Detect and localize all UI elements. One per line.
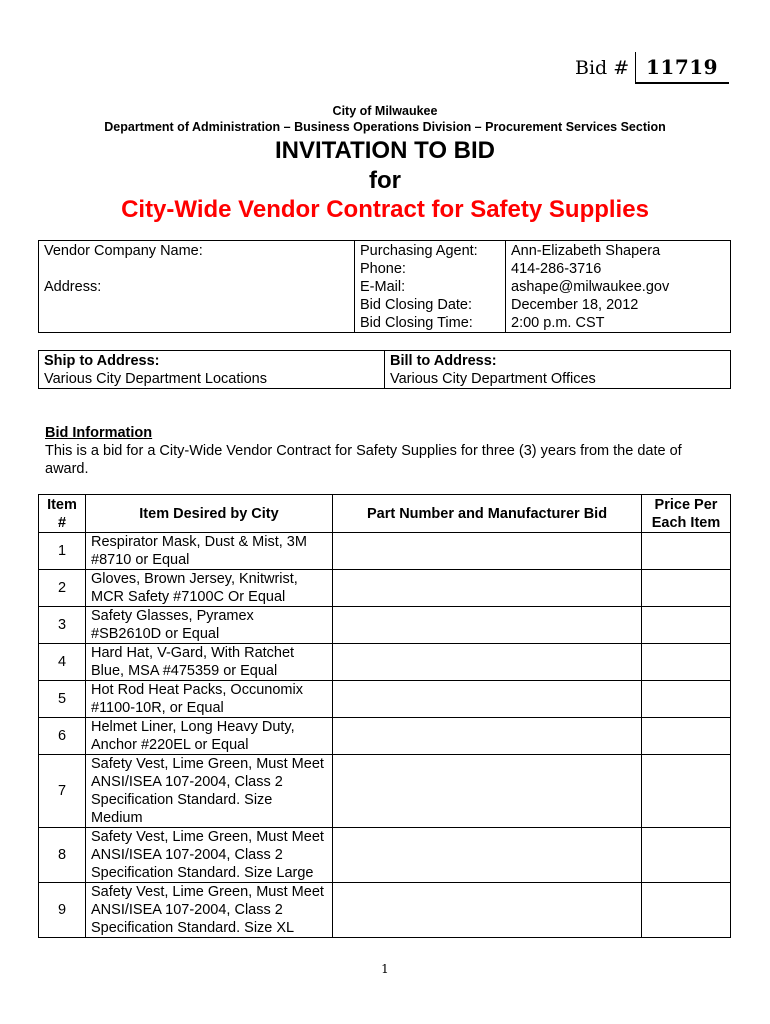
- part-number-cell[interactable]: [333, 755, 642, 828]
- price-cell[interactable]: [642, 533, 731, 570]
- item-num: 2: [39, 570, 86, 607]
- table-row: [39, 718, 731, 755]
- part-number-cell[interactable]: [333, 644, 642, 681]
- agent-label: Phone:: [360, 261, 406, 277]
- agent-values-cell: [506, 241, 731, 333]
- vendor-info-table: [38, 240, 731, 333]
- header-item-num: Item #: [39, 495, 86, 533]
- part-number-cell[interactable]: [333, 607, 642, 644]
- vendor-cell[interactable]: [39, 241, 355, 333]
- ship-to-label: Ship to Address:: [44, 353, 160, 369]
- vendor-address-label: Address:: [44, 279, 102, 295]
- ship-to-value: Various City Department Locations: [44, 371, 267, 387]
- part-number-cell[interactable]: [333, 533, 642, 570]
- page-number: 1: [381, 962, 389, 976]
- agent-value: Ann-Elizabeth Shapera: [511, 243, 661, 259]
- item-desc: Helmet Liner, Long Heavy Duty, Anchor #220EL or Equal: [86, 718, 333, 755]
- item-desc: Hot Rod Heat Packs, Occunomix #1100-10R, or Equal: [86, 681, 333, 718]
- part-number-cell[interactable]: [333, 570, 642, 607]
- city-name: City of Milwaukee: [332, 104, 438, 118]
- address-table: [38, 350, 731, 389]
- price-cell[interactable]: [642, 681, 731, 718]
- item-num: 3: [39, 607, 86, 644]
- agent-value: 2:00 p.m. CST: [511, 315, 605, 331]
- agent-email: ashape@milwaukee.gov: [511, 279, 670, 295]
- vendor-company-label: Vendor Company Name:: [44, 243, 203, 259]
- bid-number: 11719: [646, 55, 719, 79]
- table-row: [39, 883, 731, 938]
- bill-to-cell: [385, 351, 731, 389]
- header-part-number: Part Number and Manufacturer Bid: [333, 495, 642, 533]
- part-number-cell[interactable]: [333, 681, 642, 718]
- bid-subject: City-Wide Vendor Contract for Safety Supplies: [121, 196, 649, 223]
- item-desc: Safety Glasses, Pyramex #SB2610D or Equal: [86, 607, 333, 644]
- table-row: [39, 828, 731, 883]
- bid-number-box: [569, 52, 729, 84]
- bill-to-value: Various City Department Offices: [390, 371, 596, 387]
- agent-label: E-Mail:: [360, 279, 406, 295]
- part-number-cell[interactable]: [333, 828, 642, 883]
- item-num: 8: [39, 828, 86, 883]
- item-num: 9: [39, 883, 86, 938]
- price-cell[interactable]: [642, 883, 731, 938]
- bid-underline: [635, 82, 729, 84]
- part-number-cell[interactable]: [333, 718, 642, 755]
- item-desc: Safety Vest, Lime Green, Must Meet ANSI/ISEA 107-2004, Class 2 Specification Standard. Size Large: [86, 828, 333, 883]
- items-table: [38, 494, 731, 938]
- table-header-row: [39, 495, 731, 533]
- agent-label: Bid Closing Date:: [360, 297, 473, 313]
- bid-info-heading: Bid Information: [45, 425, 153, 441]
- price-cell[interactable]: [642, 570, 731, 607]
- price-cell[interactable]: [642, 607, 731, 644]
- item-desc: Safety Vest, Lime Green, Must Meet ANSI/ISEA 107-2004, Class 2 Specification Standard. Size XL: [86, 883, 333, 938]
- table-row: [39, 533, 731, 570]
- agent-label: Bid Closing Time:: [360, 315, 473, 331]
- table-row: [39, 644, 731, 681]
- table-row: [39, 570, 731, 607]
- item-desc: Hard Hat, V-Gard, With Ratchet Blue, MSA #475359 or Equal: [86, 644, 333, 681]
- bid-info-section: [45, 424, 725, 478]
- item-num: 1: [39, 533, 86, 570]
- item-desc: Respirator Mask, Dust & Mist, 3M #8710 or Equal: [86, 533, 333, 570]
- part-number-cell[interactable]: [333, 883, 642, 938]
- bid-label: Bid #: [575, 57, 630, 79]
- table-row: [39, 755, 731, 828]
- item-desc: Gloves, Brown Jersey, Knitwrist, MCR Safety #7100C Or Equal: [86, 570, 333, 607]
- agent-value: 414-286-3716: [511, 261, 602, 277]
- bid-info-text: This is a bid for a City-Wide Vendor Contract for Safety Supplies for three (3) years from the date of award.: [45, 443, 682, 477]
- price-cell[interactable]: [642, 718, 731, 755]
- price-cell[interactable]: [642, 644, 731, 681]
- item-num: 7: [39, 755, 86, 828]
- item-desc: Safety Vest, Lime Green, Must Meet ANSI/ISEA 107-2004, Class 2 Specification Standard. Size Medium: [86, 755, 333, 828]
- price-cell[interactable]: [642, 828, 731, 883]
- item-num: 4: [39, 644, 86, 681]
- bill-to-label: Bill to Address:: [390, 353, 497, 369]
- price-cell[interactable]: [642, 755, 731, 828]
- item-num: 5: [39, 681, 86, 718]
- agent-label: Purchasing Agent:: [360, 243, 478, 259]
- title-for: for: [369, 167, 401, 194]
- ship-to-cell: [39, 351, 385, 389]
- table-row: [39, 607, 731, 644]
- page-title: INVITATION TO BID: [275, 137, 495, 164]
- header-item-desc: Item Desired by City: [86, 495, 333, 533]
- table-row: [39, 681, 731, 718]
- bid-divider: [635, 52, 636, 84]
- agent-value: December 18, 2012: [511, 297, 639, 313]
- department-name: Department of Administration – Business Operations Division – Procurement Services Section: [104, 120, 666, 134]
- item-num: 6: [39, 718, 86, 755]
- header-price: Price Per Each Item: [642, 495, 731, 533]
- agent-labels-cell: [355, 241, 506, 333]
